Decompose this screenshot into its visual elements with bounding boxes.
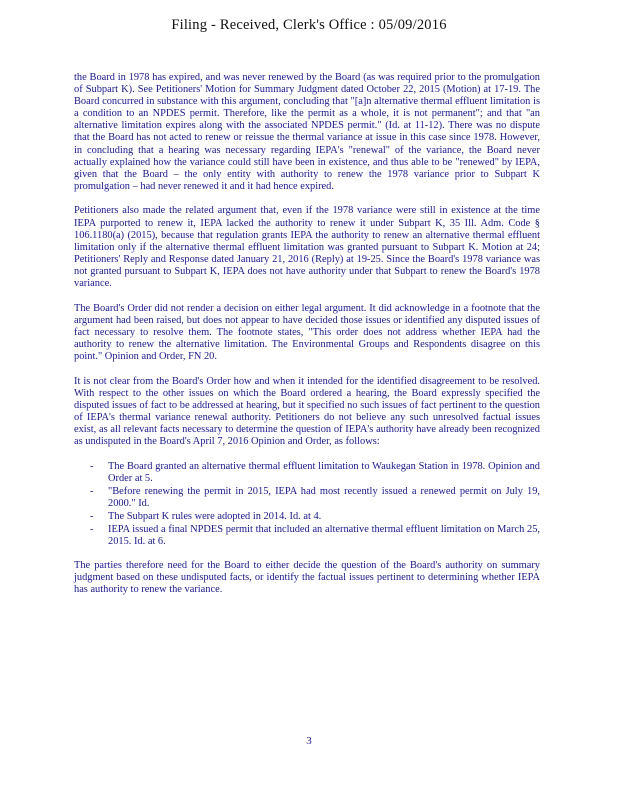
list-item [74,524,540,548]
paragraph-unclear-resolution: It is not clear from the Board's Order how and when it intended for the identified disagreement to be resolved. With respect to the other issues on which the Board ordered a hearing, the Board expressly specified the disputed issues of fact to be addressed at hearing, but it specified no such issues of fact pertinent to the question of IEPA's thermal variance renewal authority. Petitioners do not believe any such unresolved factual issues exist, as all relevant facts necessary to determine the question of IEPA's authority have already been recognized as undisputed in the Board's April 7, 2016 Opinion and Order, as follows: [74,375,540,448]
bullet-dash: - [90,460,94,472]
bullet-dash: - [90,524,94,536]
list-item-text: IEPA issued a final NPDES permit that included an alternative thermal effluent limitation on March 25, 2015. Id. at 6. [108,524,540,548]
list-item-text: The Subpart K rules were adopted in 2014. Id. at 4. [108,511,322,522]
paragraph-board-order-footnote: The Board's Order did not render a decision on either legal argument. It did acknowledge in a footnote that the argument had been raised, but does not appear to have decided those issues or identified any disputed issues of fact necessary to resolve them. The footnote states, "This order does not address whether IEPA had the authority to renew the alternative limitation. The Environmental Groups and Respondents disagree on this point." Opinion and Order, FN 20. [74,302,540,362]
paragraph-authority-argument: Petitioners also made the related argument that, even if the 1978 variance were still in existence at the time IEPA purported to renew it, IEPA lacked the authority to renew it under Subpart K, 35 Ill. Adm. Code § 106.1180(a) (2015), because that regulation grants IEPA the authority to renew an alternative thermal effluent limitation only if the alternative thermal effluent limitation was granted pursuant to Subpart K. Motion at 24; Petitioners' Reply and Response dated January 21, 2016 (Reply) at 19-25. Since the Board's 1978 variance was not granted pursuant to Subpart K, IEPA does not have authority under that Subpart to renew the Board's 1978 variance. [74,205,540,289]
list-item [74,511,540,523]
list-item [74,461,540,485]
bullet-dash: - [90,511,94,522]
paragraph-expired-variance: the Board in 1978 has expired, and was never renewed by the Board (as was required prior to the promulgation of Subpart K). See Petitioners' Motion for Summary Judgment dated October 22, 2015 (Motion) at 17-19. The Board concurred in substance with this argument, concluding that "[a]n alternative thermal effluent limitation is a condition to an NPDES permit. Therefore, like the permit as a whole, it is not permanent"; and that "an alternative limitation expires along with the associated NPDES permit." (Id. at 11-12). There was no dispute that the Board has not acted to renew or reissue the thermal variance at issue in this case since 1978. However, in concluding that a hearing was necessary regarding IEPA's "renewal" of the variance, the Board never actually explained how the variance could still have been in existence, and thus able to be "renewed" by IEPA, given that the Board – the only entity with authority to renew the 1978 variance prior to Subpart K promulgation – had never renewed it and it had hence expired. [74,72,540,192]
page-number: 3 [306,735,312,747]
paragraph-closing: The parties therefore need for the Board to either decide the question of the Board's authority on summary judgment based on these undisputed facts, or identify the factual issues pertinent to determining whether IEPA has authority to renew the variance. [74,560,540,596]
list-item-text: "Before renewing the permit in 2015, IEPA had most recently issued a renewed permit on July 19, 2000." Id. [108,485,540,509]
bullet-dash: - [90,485,94,497]
list-item [74,486,540,510]
undisputed-facts-list [74,461,540,549]
list-item-text: The Board granted an alternative thermal effluent limitation to Waukegan Station in 1978. Opinion and Order at 5. [108,460,540,484]
document-body [74,72,540,609]
filing-header: Filing - Received, Clerk's Office : 05/09/2016 [171,17,447,33]
